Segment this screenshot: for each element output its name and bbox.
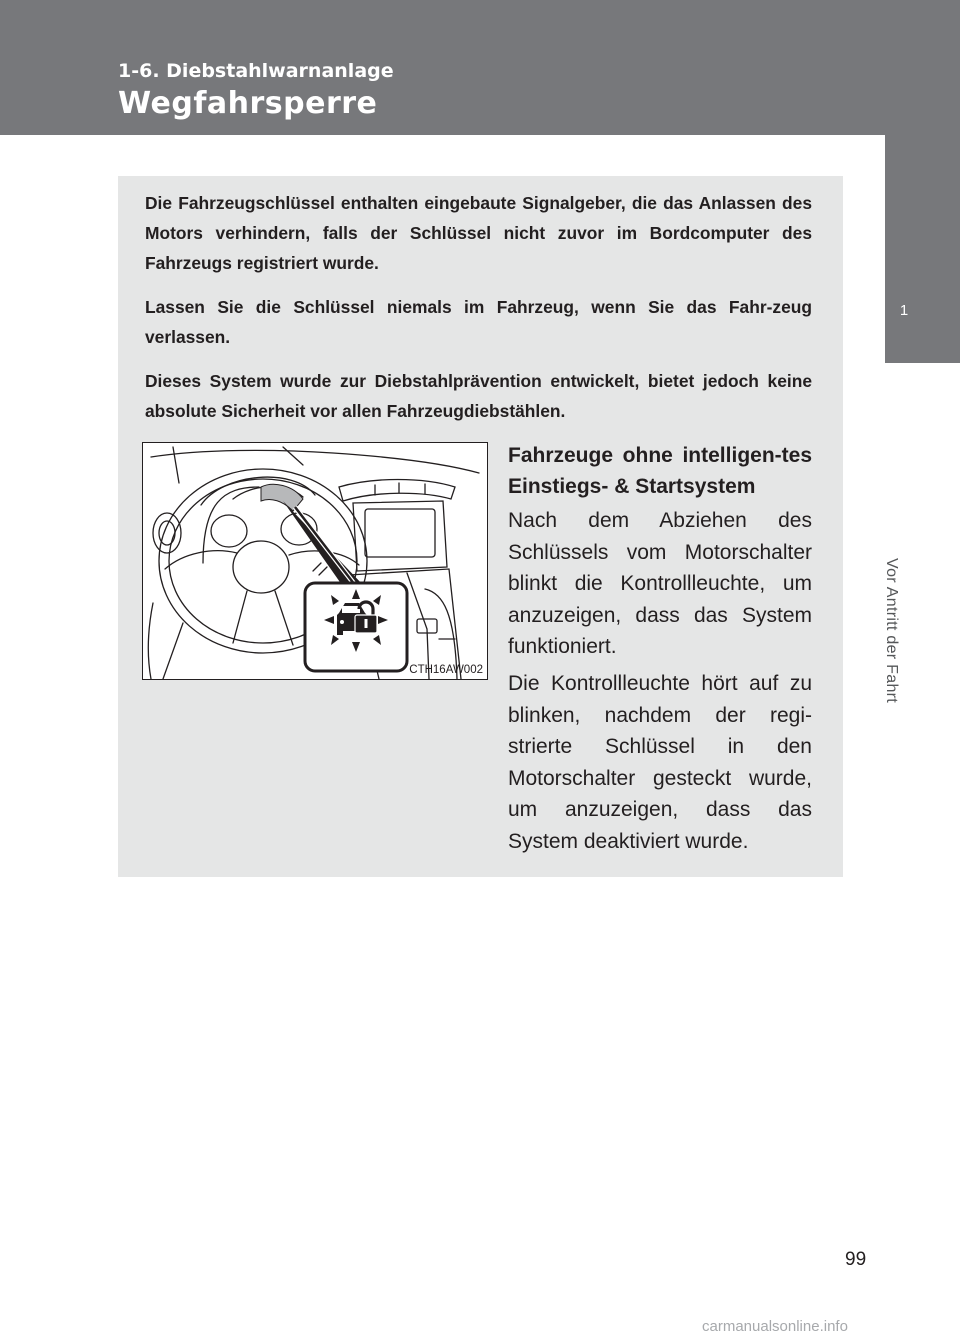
- intro-paragraph: Dieses System wurde zur Diebstahlprävention entwickelt, bietet jedoch keine absolute Sicherheit vor allen Fahrzeugdiebstählen.: [145, 371, 812, 421]
- security-indicator-icon: [324, 589, 388, 652]
- subsection-paragraph: Nach dem Abziehen des Schlüssels vom Motorschalter blinkt die Kontrollleuchte, um anzuzeigen, dass das System funktioniert.: [508, 509, 812, 658]
- page-number: 99: [845, 1249, 867, 1270]
- section-label: 1-6. Diebstahlwarnanlage: [118, 60, 394, 82]
- intro-paragraph: Die Fahrzeugschlüssel enthalten eingebaute Signalgeber, die das Anlassen des Motors verhindern, falls der Schlüssel nicht zuvor im Bordcomputer des Fahrzeugs registriert wurde.: [145, 193, 812, 273]
- dashboard-illustration: [142, 442, 488, 680]
- figure-code: CTH16AW002: [409, 664, 483, 676]
- page-title: Wegfahrsperre: [118, 86, 378, 121]
- intro-paragraph: Lassen Sie die Schlüssel niemals im Fahrzeug, wenn Sie das Fahr-zeug verlassen.: [145, 297, 812, 347]
- subsection-paragraph: Die Kontrollleuchte hört auf zu blinken, nachdem der regi-strierte Schlüssel in den Motorschalter gesteckt wurde, um anzuzeigen, dass das System deaktiviert wurde.: [508, 672, 812, 853]
- watermark-link[interactable]: carmanualsonline.info: [702, 1318, 848, 1335]
- chapter-label: Vor Antritt der Fahrt: [883, 558, 900, 704]
- chapter-tab: [885, 135, 960, 363]
- subsection-heading: Fahrzeuge ohne intelligen-tes Einstiegs- & Startsystem: [508, 444, 812, 498]
- dashboard-drawing: [143, 443, 487, 679]
- chapter-number: 1: [899, 302, 909, 319]
- intro-text: [145, 188, 812, 440]
